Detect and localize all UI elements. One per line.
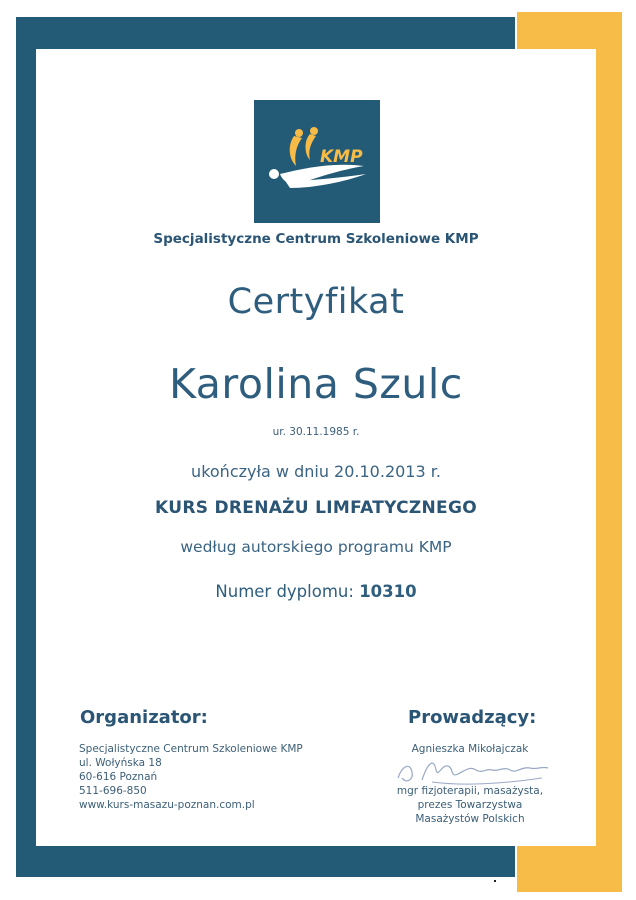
course-name: KURS DRENAŻU LIMFATYCZNEGO <box>155 498 477 518</box>
kmp-logo <box>254 100 380 223</box>
organizer-line: Specjalistyczne Centrum Szkoleniowe KMP <box>79 743 303 755</box>
scan-dot <box>494 880 496 882</box>
birth-date: ur. 30.11.1985 r. <box>272 426 360 438</box>
logo-text: KMP <box>320 147 363 167</box>
completion-date: ukończyła w dniu 20.10.2013 r. <box>191 462 441 481</box>
leader-heading: Prowadzący: <box>408 707 537 728</box>
leader-line: Masażystów Polskich <box>415 813 525 825</box>
certificate-title: Certyfikat <box>227 282 405 322</box>
diploma-label: Numer dyplomu: <box>215 582 354 601</box>
leader-details <box>385 742 555 826</box>
leader-name: Agnieszka Mikołajczak <box>411 743 529 755</box>
org-name: Specjalistyczne Centrum Szkoleniowe KMP <box>153 231 479 247</box>
leader-line: mgr fizjoterapii, masażysta, <box>396 785 544 797</box>
leader-line: prezes Towarzystwa <box>417 799 523 811</box>
organizer-line: 511-696-850 <box>79 785 147 797</box>
diploma-number: 10310 <box>359 582 417 601</box>
organizer-heading: Organizator: <box>80 707 208 728</box>
organizer-details <box>79 742 303 812</box>
program-description: według autorskiego programu KMP <box>180 538 452 556</box>
organizer-line: 60-616 Poznań <box>79 771 158 783</box>
recipient-name: Karolina Szulc <box>169 360 463 408</box>
organizer-line: www.kurs-masazu-poznan.com.pl <box>79 799 255 811</box>
diploma-number-line <box>36 582 596 601</box>
organizer-line: ul. Wołyńska 18 <box>79 757 162 769</box>
